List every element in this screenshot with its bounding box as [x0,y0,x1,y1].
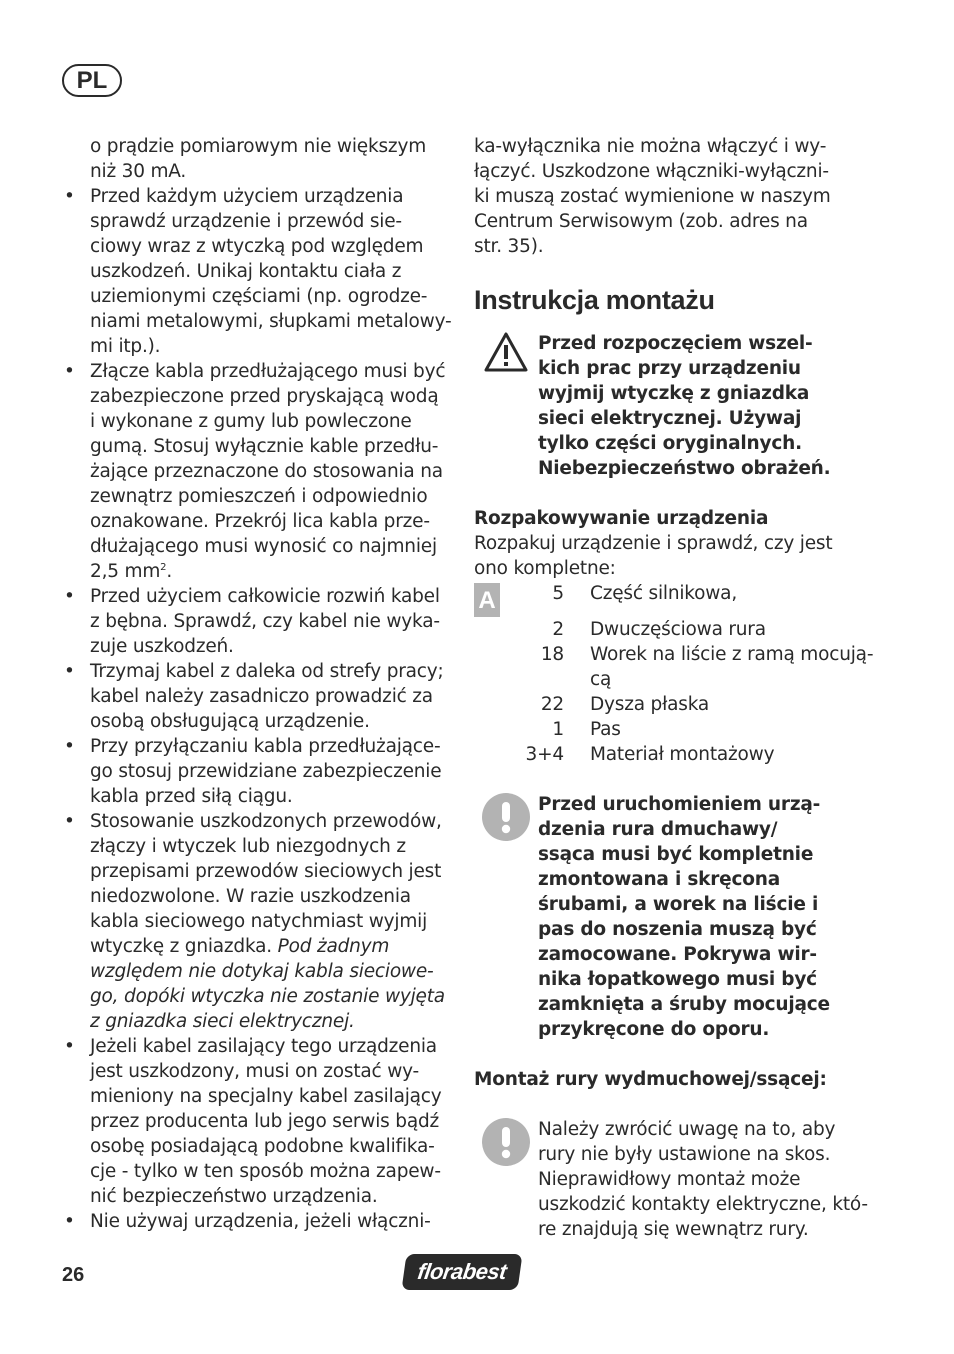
text-line: osobą obsługującą urządzenie. [90,711,370,732]
bullet-item [62,1034,454,1209]
text-line: śrubami, a worek na liście i [538,894,819,915]
text-line: przykręcone do oporu. [538,1019,770,1040]
text-line: Nieprawidłowy montaż może [538,1169,801,1190]
text-line: złączy i wtyczek lub niezgodnych z [90,836,406,857]
text-line: wtyczkę z gniazdka. [90,936,278,957]
text-line: Dwuczęściowa rura [590,619,766,640]
mount-title: Montaż rury wydmuchowej/ssącej: [474,1069,827,1090]
bullet-item [62,184,454,359]
text-line: ki muszą zostać wymienione w naszym [474,186,831,207]
text-line: zamocowane. Pokrywa wir- [538,944,817,965]
text-line: kich prac przy urządzeniu [538,358,801,379]
text-line: 2 [552,619,564,640]
text-line: nika łopatkowego musi być [538,969,817,990]
contents-item [474,642,873,692]
text-line: Nie używaj urządzenia, jeżeli włączni- [90,1211,431,1232]
text-line: zamknięta a śruby mocujące [538,994,830,1015]
unpack-title: Rozpakowywanie urządzenia [474,508,769,529]
text-line: oznakowane. Przekrój lica kabla prze- [90,511,430,532]
text-line: mieniony na specjalny kabel zasilający [90,1086,442,1107]
text-line: Pod żadnym [277,936,390,957]
text-line: rury nie były ustawione na skos. [538,1144,831,1165]
section-heading: Instrukcja montażu [474,285,715,315]
mount-notice [474,1117,874,1242]
contents-item [474,692,873,717]
bullet-item [62,359,454,584]
text-line: Przy przyłączaniu kabla przedłużające- [90,736,441,757]
bullet-item [62,734,454,809]
text-line: o prądzie pomiarowym nie większym [90,136,427,157]
brand-logo [401,1254,522,1290]
text-line: Niebezpieczeństwo obrażeń. [538,458,831,479]
text-line: Należy zwrócić uwagę na to, aby [538,1119,836,1140]
text-line: Dysza płaska [590,694,710,715]
text-line: gumą. Stosuj wyłącznie kable przedłu- [90,436,439,457]
text-line: 5 [552,583,564,604]
bullet-item [62,1209,454,1234]
text-line: z gniazdka sieci elektrycznej. [90,1011,355,1032]
text-line: pas do noszenia muszą być [538,919,817,940]
warning-notice [474,331,874,481]
text-line: kabla sieciowego natychmiast wyjmij [90,911,428,932]
bullet-item [62,584,454,659]
text-line: Materiał montażowy [590,744,775,765]
text-line: ka-wyłącznika nie można włączyć i wy- [474,136,827,157]
text-line: zewnątrz pomieszczeń i odpowiednio [90,486,428,507]
text-line: wyjmij wtyczkę z gniazdka [538,383,810,404]
text-line: ono kompletne: [474,558,616,579]
text-line: mi itp.). [90,336,161,357]
page-number: 26 [62,1264,85,1286]
text-line: zuje uszkodzeń. [90,636,234,657]
text-line: Trzymaj kabel z daleka od strefy pracy; [90,661,444,682]
text-line: Złącze kabla przedłużającego musi być [90,361,446,382]
text-line: . [166,561,173,582]
text-line: zabezpieczone przed pryskającą wodą [90,386,439,407]
assembly-notice [474,792,874,1042]
mount-notice-text [538,1117,874,1242]
left-column [62,134,454,1234]
exclamation-circle-icon [474,1117,538,1167]
contents-item [474,742,873,767]
warning-triangle-icon [474,331,538,373]
text-line: uszkodzić kontakty elektryczne, któ- [538,1194,868,1215]
text-line: Worek na liście z ramą mocują- [590,644,874,665]
text-line: str. 35). [474,236,544,257]
text-line: przez producenta lub jego serwis bądź [90,1111,440,1132]
text-line: nić bezpieczeństwo urządzenia. [90,1186,378,1207]
figure-label-badge: A [474,583,500,617]
text-line: niami metalowymi, słupkami metalowy- [90,311,452,332]
contents-item [474,581,873,617]
text-line: go, dopóki wtyczka nie zostanie wyjęta [90,986,445,1007]
text-line: cje - tylko w ten sposób można zapew- [90,1161,441,1182]
text-line: łączyć. Uszkodzone włączniki-wyłączni- [474,161,829,182]
contents-item [474,717,873,742]
text-line: Przed użyciem całkowicie rozwiń kabel [90,586,440,607]
text-line: ciowy wraz z wtyczką pod względem [90,236,424,257]
text-line: dzenia rura dmuchawy/ [538,819,778,840]
text-line: osobę posiadającą podobne kwalifika- [90,1136,435,1157]
contents-item [474,617,873,642]
text-line: sprawdź urządzenie i przewód sie- [90,211,402,232]
contents-list [474,581,873,767]
unpack-text [474,531,874,581]
text-line: Jeżeli kabel zasilający tego urządzenia [90,1036,437,1057]
bullet-item [62,659,454,734]
text-line: kabla przed siłą ciągu. [90,786,293,807]
text-line: cą [590,669,612,690]
text-line: 1 [552,719,564,740]
text-line: uziemionymi częściami (np. ogrodze- [90,286,428,307]
assembly-notice-text [538,792,874,1042]
text-line: kabel należy zasadniczo prowadzić za [90,686,433,707]
text-line: względem nie dotykaj kabla sieciowe- [90,961,434,982]
warning-text [538,331,874,481]
text-line: re znajdują się wewnątrz rury. [538,1219,809,1240]
text-line: zmontowana i skręcona [538,869,781,890]
text-line: Przed uruchomieniem urzą- [538,794,821,815]
intro-paragraph [62,134,454,184]
text-line: go stosuj przewidziane zabezpieczenie [90,761,442,782]
text-line: żające przeznaczone do stosowania na [90,461,443,482]
text-line: 2 [160,561,167,573]
text-line: z bębna. Sprawdź, czy kabel nie wyka- [90,611,440,632]
text-line: ssąca musi być kompletnie [538,844,814,865]
text-line: przepisami przewodów sieciowych jest [90,861,442,882]
right-column [474,134,874,1242]
text-line: tylko części oryginalnych. [538,433,802,454]
text-line: Część silnikowa, [590,583,738,604]
text-line: 2,5 mm [90,561,161,582]
text-line: 22 [540,694,564,715]
text-line: sieci elektrycznej. Używaj [538,408,802,429]
text-line: Stosowanie uszkodzonych przewodów, [90,811,442,832]
safety-bullet-list [62,184,454,1234]
text-line: 18 [540,644,564,665]
text-line: uszkodzeń. Unikaj kontaktu ciała z [90,261,402,282]
brand-logo-text: florabest [416,1259,509,1284]
text-line: Rozpakuj urządzenie i sprawdź, czy jest [474,533,833,554]
language-badge: PL [62,64,122,97]
text-line: dłużającego musi wynosić co najmniej [90,536,437,557]
text-line: jest uszkodzony, musi on zostać wy- [90,1061,420,1082]
text-line: Centrum Serwisowym (zob. adres na [474,211,808,232]
bullet-item [62,809,454,1034]
text-line: Przed każdym użyciem urządzenia [90,186,404,207]
text-line: i wykonane z gumy lub powleczone [90,411,412,432]
continuation-paragraph [474,134,874,259]
exclamation-circle-icon [474,792,538,842]
text-line: Przed rozpoczęciem wszel- [538,333,813,354]
text-line: 3+4 [525,744,564,765]
text-line: Pas [590,719,621,740]
text-line: niedozwolone. W razie uszkodzenia [90,886,411,907]
text-line: niż 30 mA. [90,161,187,182]
